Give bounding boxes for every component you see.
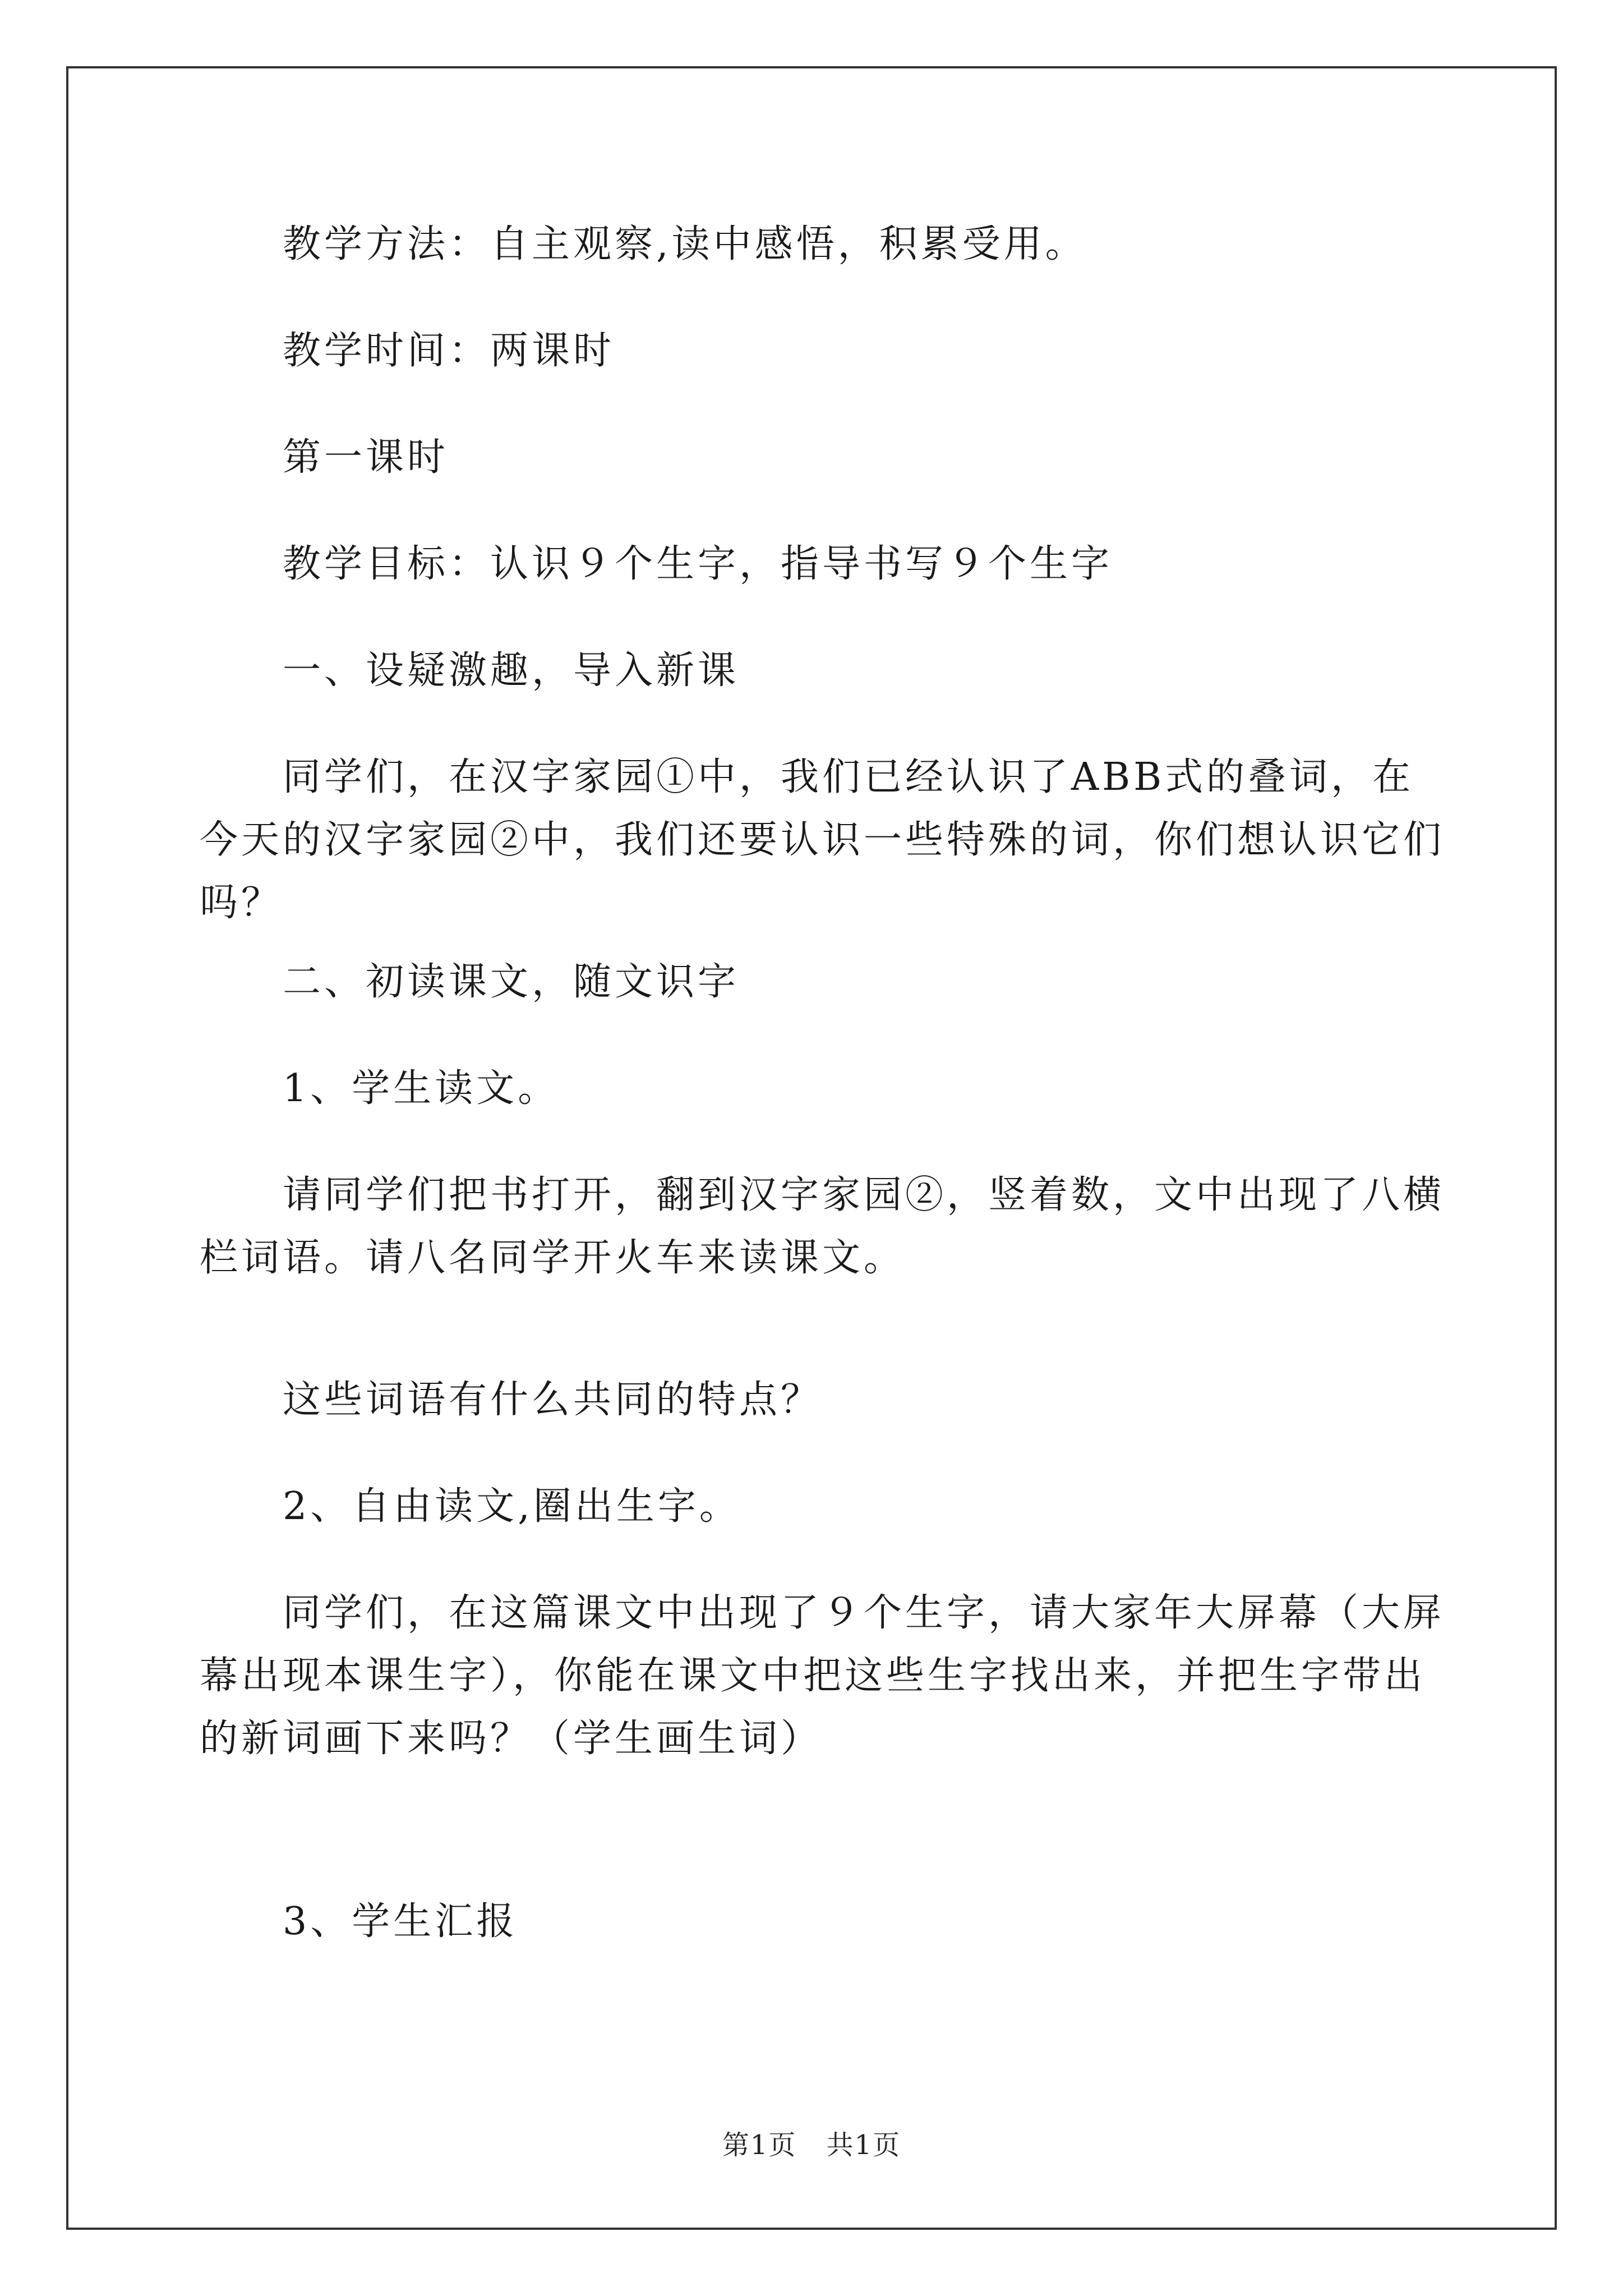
- paragraph-teaching-goal: 教学目标：认识９个生字，指导书写９个生字: [283, 542, 1113, 586]
- paragraph-section-one: 一、设疑激趣，导入新课: [283, 648, 740, 693]
- page-footer: [0, 2123, 1623, 2162]
- page-number-total: 共1页: [826, 2129, 901, 2161]
- paragraph-step-two: 2、自由读文,圈出生字。: [283, 1484, 741, 1529]
- paragraph-step-three: 3、学生汇报: [283, 1899, 518, 1944]
- paragraph-teaching-time: 教学时间：两课时: [283, 329, 615, 373]
- paragraph-new-characters: 同学们，在这篇课文中出现了９个生字，请大家年大屏幕（大屏幕出现本课生字），你能在课文中把这些生字找出来，并把生字带出的新词画下来吗？（学生画生词）: [200, 1591, 1445, 1761]
- page-number-current: 第1页: [722, 2129, 797, 2161]
- paragraph-teaching-method: 教学方法：自主观察,读中感悟，积累受用。: [283, 222, 1087, 266]
- paragraph-section-two: 二、初读课文，随文识字: [283, 960, 740, 1004]
- paragraph-open-book: 请同学们把书打开，翻到汉字家园②，竖着数，文中出现了八横栏词语。请八名同学开火车来读课文。: [200, 1173, 1445, 1280]
- paragraph-intro: 同学们，在汉字家园①中，我们已经认识了ABB式的叠词，在今天的汉字家园②中，我们还要认识一些特殊的词，你们想认识它们吗？: [200, 755, 1445, 925]
- paragraph-step-one: 1、学生读文。: [283, 1066, 560, 1111]
- paragraph-first-lesson: 第一课时: [283, 435, 449, 480]
- paragraph-common-feature: 这些词语有什么共同的特点？: [283, 1378, 823, 1422]
